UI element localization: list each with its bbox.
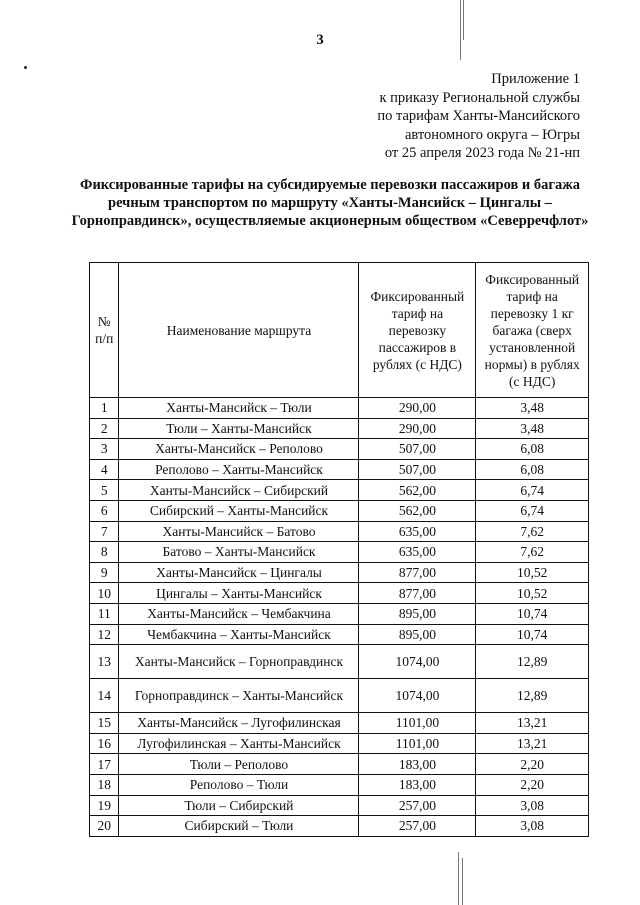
appendix-line: автономного округа – Югры <box>404 126 580 143</box>
cell-passenger-tariff: 877,00 <box>359 583 476 604</box>
cell-baggage-tariff: 3,08 <box>476 795 589 816</box>
cell-passenger-tariff: 290,00 <box>359 418 476 439</box>
cell-passenger-tariff: 257,00 <box>359 795 476 816</box>
cell-passenger-tariff: 1101,00 <box>359 733 476 754</box>
cell-baggage-tariff: 6,08 <box>476 459 589 480</box>
cell-number: 13 <box>90 645 119 679</box>
cell-baggage-tariff: 10,52 <box>476 583 589 604</box>
table-row <box>90 816 589 837</box>
table-row <box>90 603 589 624</box>
cell-baggage-tariff: 6,74 <box>476 500 589 521</box>
cell-route: Батово – Ханты-Мансийск <box>119 542 359 563</box>
cell-baggage-tariff: 12,89 <box>476 679 589 713</box>
scan-artifact-bottom-2 <box>462 858 463 905</box>
table-row <box>90 733 589 754</box>
table-row <box>90 583 589 604</box>
scan-dot <box>24 66 27 69</box>
table-row <box>90 500 589 521</box>
appendix-line: по тарифам Ханты-Мансийского <box>377 108 580 124</box>
header-baggage-tariff: Фиксированный тариф на перевозку 1 кг багажа (сверх установленной нормы) в рублях (с НДС) <box>476 263 589 398</box>
cell-baggage-tariff: 13,21 <box>476 733 589 754</box>
table-row <box>90 439 589 460</box>
document-heading: Фиксированные тарифы на субсидируемые перевозки пассажиров и багажа речным транспортом по маршруту «Ханты-Мансийск – Цингалы – Горноправдинск», осуществляемые акционерным обществом «Северречфлот» <box>71 177 589 229</box>
table-row <box>90 679 589 713</box>
cell-number: 20 <box>90 816 119 837</box>
cell-baggage-tariff: 2,20 <box>476 774 589 795</box>
table-header-row <box>90 263 589 398</box>
cell-passenger-tariff: 895,00 <box>359 624 476 645</box>
cell-route: Тюли – Реполово <box>119 754 359 775</box>
cell-baggage-tariff: 7,62 <box>476 521 589 542</box>
cell-route: Сибирский – Ханты-Мансийск <box>119 500 359 521</box>
cell-route: Ханты-Мансийск – Цингалы <box>119 562 359 583</box>
cell-baggage-tariff: 3,48 <box>476 418 589 439</box>
cell-number: 16 <box>90 733 119 754</box>
header-route: Наименование маршрута <box>119 263 359 398</box>
cell-route: Реполово – Тюли <box>119 774 359 795</box>
table-row <box>90 754 589 775</box>
cell-passenger-tariff: 290,00 <box>359 398 476 419</box>
cell-number: 1 <box>90 398 119 419</box>
scan-artifact-bottom <box>458 852 459 905</box>
cell-number: 5 <box>90 480 119 501</box>
cell-route: Ханты-Мансийск – Лугофилинская <box>119 713 359 734</box>
cell-baggage-tariff: 3,08 <box>476 816 589 837</box>
cell-number: 18 <box>90 774 119 795</box>
cell-number: 10 <box>90 583 119 604</box>
cell-route: Цингалы – Ханты-Мансийск <box>119 583 359 604</box>
cell-passenger-tariff: 877,00 <box>359 562 476 583</box>
cell-number: 8 <box>90 542 119 563</box>
appendix-line: Приложение 1 <box>491 71 580 87</box>
cell-passenger-tariff: 183,00 <box>359 754 476 775</box>
cell-number: 6 <box>90 500 119 521</box>
cell-passenger-tariff: 257,00 <box>359 816 476 837</box>
cell-passenger-tariff: 562,00 <box>359 500 476 521</box>
cell-passenger-tariff: 1074,00 <box>359 645 476 679</box>
cell-baggage-tariff: 6,74 <box>476 480 589 501</box>
cell-passenger-tariff: 635,00 <box>359 542 476 563</box>
table-row <box>90 521 589 542</box>
cell-route: Ханты-Мансийск – Сибирский <box>119 480 359 501</box>
cell-route: Ханты-Мансийск – Батово <box>119 521 359 542</box>
cell-baggage-tariff: 7,62 <box>476 542 589 563</box>
cell-route: Ханты-Мансийск – Реполово <box>119 439 359 460</box>
cell-passenger-tariff: 635,00 <box>359 521 476 542</box>
table-row <box>90 774 589 795</box>
page-number: 3 <box>316 32 324 48</box>
table-row <box>90 562 589 583</box>
cell-route: Лугофилинская – Ханты-Мансийск <box>119 733 359 754</box>
table-body <box>90 398 589 837</box>
cell-number: 19 <box>90 795 119 816</box>
cell-route: Ханты-Мансийск – Тюли <box>119 398 359 419</box>
cell-number: 12 <box>90 624 119 645</box>
tariff-table <box>89 262 589 837</box>
cell-route: Тюли – Сибирский <box>119 795 359 816</box>
cell-number: 14 <box>90 679 119 713</box>
cell-passenger-tariff: 507,00 <box>359 439 476 460</box>
table-row <box>90 713 589 734</box>
cell-number: 9 <box>90 562 119 583</box>
cell-number: 11 <box>90 603 119 624</box>
appendix-block <box>250 70 580 163</box>
cell-route: Тюли – Ханты-Мансийск <box>119 418 359 439</box>
table-row <box>90 398 589 419</box>
header-passenger-tariff: Фиксированный тариф на перевозку пассажиров в рублях (с НДС) <box>359 263 476 398</box>
cell-number: 7 <box>90 521 119 542</box>
cell-number: 2 <box>90 418 119 439</box>
table-row <box>90 459 589 480</box>
table-row <box>90 645 589 679</box>
cell-baggage-tariff: 10,74 <box>476 624 589 645</box>
cell-number: 3 <box>90 439 119 460</box>
cell-baggage-tariff: 6,08 <box>476 439 589 460</box>
cell-baggage-tariff: 10,74 <box>476 603 589 624</box>
cell-baggage-tariff: 10,52 <box>476 562 589 583</box>
cell-baggage-tariff: 12,89 <box>476 645 589 679</box>
cell-route: Горноправдинск – Ханты-Мансийск <box>119 679 359 713</box>
cell-number: 4 <box>90 459 119 480</box>
appendix-line: от 25 апреля 2023 года № 21-нп <box>384 145 580 161</box>
cell-passenger-tariff: 1101,00 <box>359 713 476 734</box>
table-row <box>90 624 589 645</box>
cell-route: Чембакчина – Ханты-Мансийск <box>119 624 359 645</box>
cell-route: Реполово – Ханты-Мансийск <box>119 459 359 480</box>
appendix-line: к приказу Региональной службы <box>379 89 580 106</box>
cell-number: 15 <box>90 713 119 734</box>
cell-passenger-tariff: 895,00 <box>359 603 476 624</box>
scan-artifact-top <box>460 0 461 60</box>
cell-baggage-tariff: 2,20 <box>476 754 589 775</box>
cell-route: Ханты-Мансийск – Чембакчина <box>119 603 359 624</box>
cell-passenger-tariff: 1074,00 <box>359 679 476 713</box>
cell-route: Сибирский – Тюли <box>119 816 359 837</box>
table-row <box>90 418 589 439</box>
table-row <box>90 480 589 501</box>
cell-passenger-tariff: 507,00 <box>359 459 476 480</box>
header-number: № п/п <box>90 263 119 398</box>
table-row <box>90 542 589 563</box>
table-row <box>90 795 589 816</box>
cell-route: Ханты-Мансийск – Горноправдинск <box>119 645 359 679</box>
cell-passenger-tariff: 183,00 <box>359 774 476 795</box>
cell-baggage-tariff: 13,21 <box>476 713 589 734</box>
cell-baggage-tariff: 3,48 <box>476 398 589 419</box>
cell-passenger-tariff: 562,00 <box>359 480 476 501</box>
cell-number: 17 <box>90 754 119 775</box>
